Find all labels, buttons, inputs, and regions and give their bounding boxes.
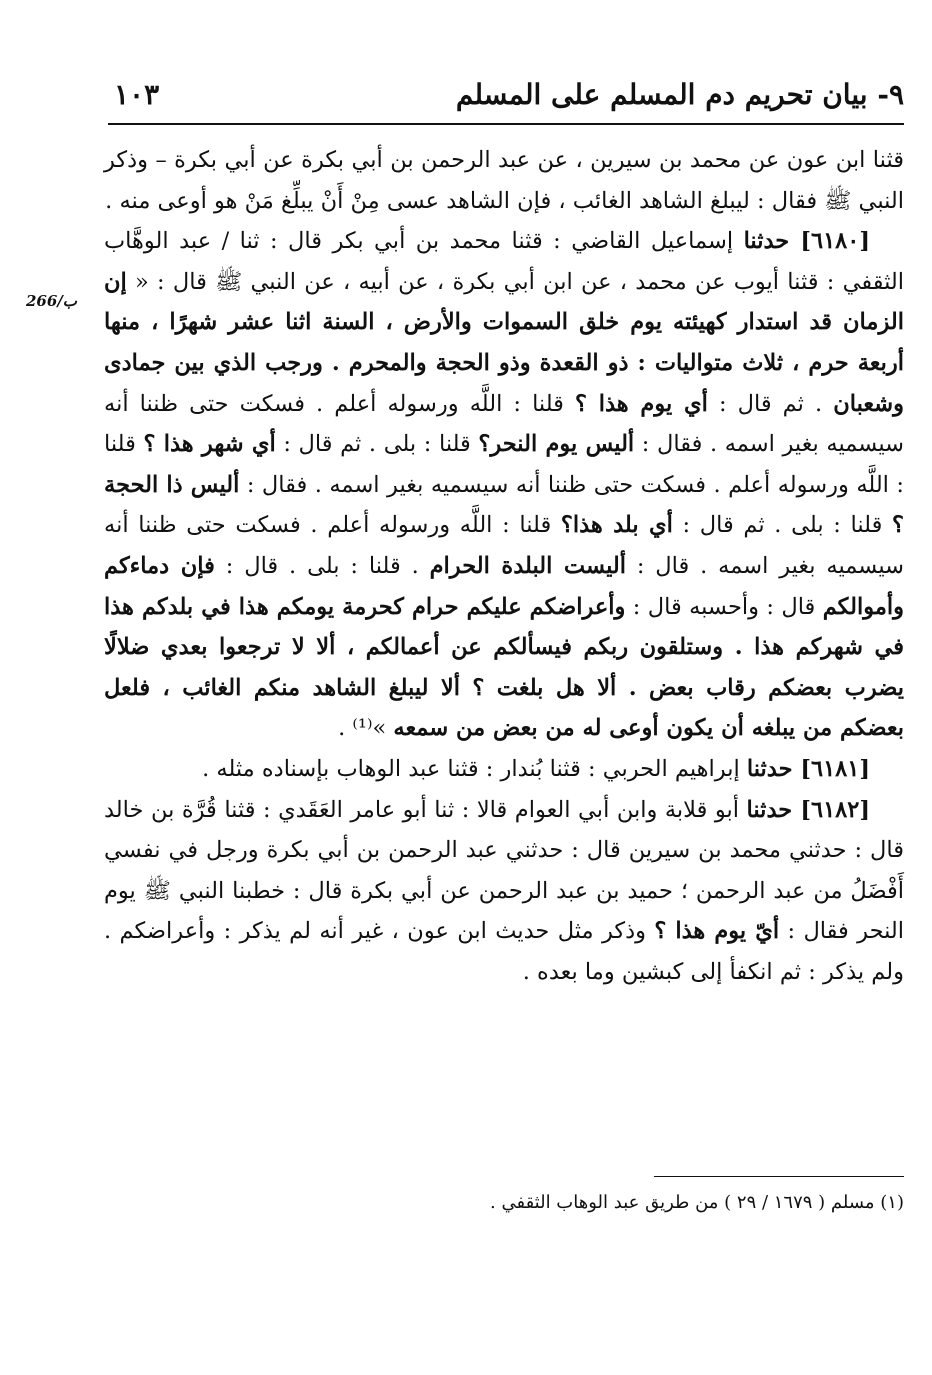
bold-text-span: وأعراضكم عليكم حرام كحرمة يومكم هذا في بلدكم هذا في شهركم هذا . وستلقون ربكم فيسألكم عن أعمالكم ، ألا لا ترجعوا بعدي ضلالًا يضرب بعضكم رقاب بعض . ألا هل بلغت ؟ ألا ليبلغ الشاهد منكم الغائب ، فلعل بعضكم من يبلغه أن يكون أوعى له من بعض من سمعه bbox=[104, 593, 904, 742]
bold-text-span: إن الزمان قد استدار كهيئته يوم خلق السموات والأرض ، السنة اثنا عشر شهرًا ، منها أربعة حرم ، ثلاث متواليات : ذو القعدة وذو الحجة والمحرم . ورجب الذي بين جمادى وشعبان bbox=[104, 268, 904, 417]
page-header bbox=[108, 78, 904, 118]
text-span: إسماعيل القاضي : قثنا محمد بن أبي بكر قال : ثنا / عبد الوهَّاب الثقفي : قثنا أيوب عن محمد ، عن ابن أبي بكرة ، عن أبيه ، عن النبي ﷺ قال : « bbox=[104, 228, 904, 295]
paragraph bbox=[104, 221, 904, 749]
text-span: قلنا : اللَّه ورسوله أعلم . فسكت حتى ظننا أنه سيسميه بغير اسمه . فقال : bbox=[104, 431, 904, 498]
text-span: قال : وأحسبه قال : bbox=[625, 593, 823, 620]
hadith-body-text bbox=[104, 140, 904, 992]
bold-text-span: أي شهر هذا ؟ bbox=[143, 431, 276, 458]
header-divider bbox=[108, 123, 904, 125]
paragraph bbox=[104, 749, 904, 790]
footnote: (١) مسلم ( ١٦٧٩ / ٢٩ ) من طريق عبد الوهاب الثقفي . bbox=[490, 1192, 904, 1213]
bold-text-span: أليست البلدة الحرام bbox=[429, 552, 626, 579]
paragraph bbox=[104, 790, 904, 993]
bold-text-span: [٦١٨١] حدثنا bbox=[746, 755, 870, 782]
text-span: . قلنا : بلى . قال : bbox=[214, 552, 430, 579]
bold-text-span: أي بلد هذا؟ bbox=[560, 512, 673, 539]
bold-text-span: فإن دماءكم وأموالكم bbox=[104, 552, 904, 620]
text-span: . ثم قال : bbox=[707, 390, 834, 417]
paragraph bbox=[104, 140, 904, 221]
bold-text-span: أي يوم هذا ؟ bbox=[575, 390, 708, 417]
text-span: قلنا : اللَّه ورسوله أعلم . فسكت حتى ظننا أنه سيسميه بغير اسمه . قال : bbox=[104, 512, 904, 579]
text-span: قلنا : اللَّه ورسوله أعلم . فسكت حتى ظننا أنه سيسميه بغير اسمه . فقال : bbox=[104, 390, 904, 458]
bold-text-span: [٦١٨٢] حدثنا bbox=[746, 796, 870, 823]
text-span: وذكر مثل حديث ابن عون ، غير أنه لم يذكر : وأعراضكم . ولم يذكر : ثم انكفأ إلى كبشين وما بعده . bbox=[104, 918, 904, 985]
bold-text-span: [٦١٨٠] حدثنا bbox=[743, 228, 870, 255]
bold-text-span: أليس يوم النحر؟ bbox=[478, 431, 635, 458]
text-span: قلنا : بلى . ثم قال : bbox=[672, 512, 893, 539]
text-span: »⁽¹⁾ . bbox=[338, 715, 394, 742]
page-number: ١٠٣ bbox=[114, 78, 160, 111]
manuscript-folio-note: 266/ب bbox=[26, 292, 77, 310]
text-span: إبراهيم الحربي : قثنا بُندار : قثنا عبد الوهاب بإسناده مثله . bbox=[202, 755, 747, 782]
text-span: قثنا ابن عون عن محمد بن سيرين ، عن عبد الرحمن بن أبي بكرة عن أبي بكرة – وذكر النبي ﷺ فقال : ليبلغ الشاهد الغائب ، فإن الشاهد عسى مِنْ أَنْ يبلِّغ مَنْ هو أوعى منه . bbox=[104, 147, 904, 214]
bold-text-span: أيّ يوم هذا ؟ bbox=[654, 918, 780, 945]
text-span: أبو قلابة وابن أبي العوام قالا : ثنا أبو عامر العَقَدي : قثنا قُرَّة بن خالد قال : حدثني محمد بن سيرين قال : حدثني عبد الرحمن بن أبي بكرة ورجل في نفسي أَفْضَلُ من عبد الرحمن ؛ حميد بن عبد الرحمن عن أبي بكرة قال : خطبنا النبي ﷺ يوم النحر فقال : bbox=[104, 796, 904, 945]
footnote-divider bbox=[654, 1176, 904, 1177]
text-span: قلنا : بلى . ثم قال : bbox=[275, 431, 479, 458]
chapter-title: ٩- بيان تحريم دم المسلم على المسلم bbox=[455, 78, 904, 111]
bold-text-span: أليس ذا الحجة ؟ bbox=[104, 471, 904, 539]
